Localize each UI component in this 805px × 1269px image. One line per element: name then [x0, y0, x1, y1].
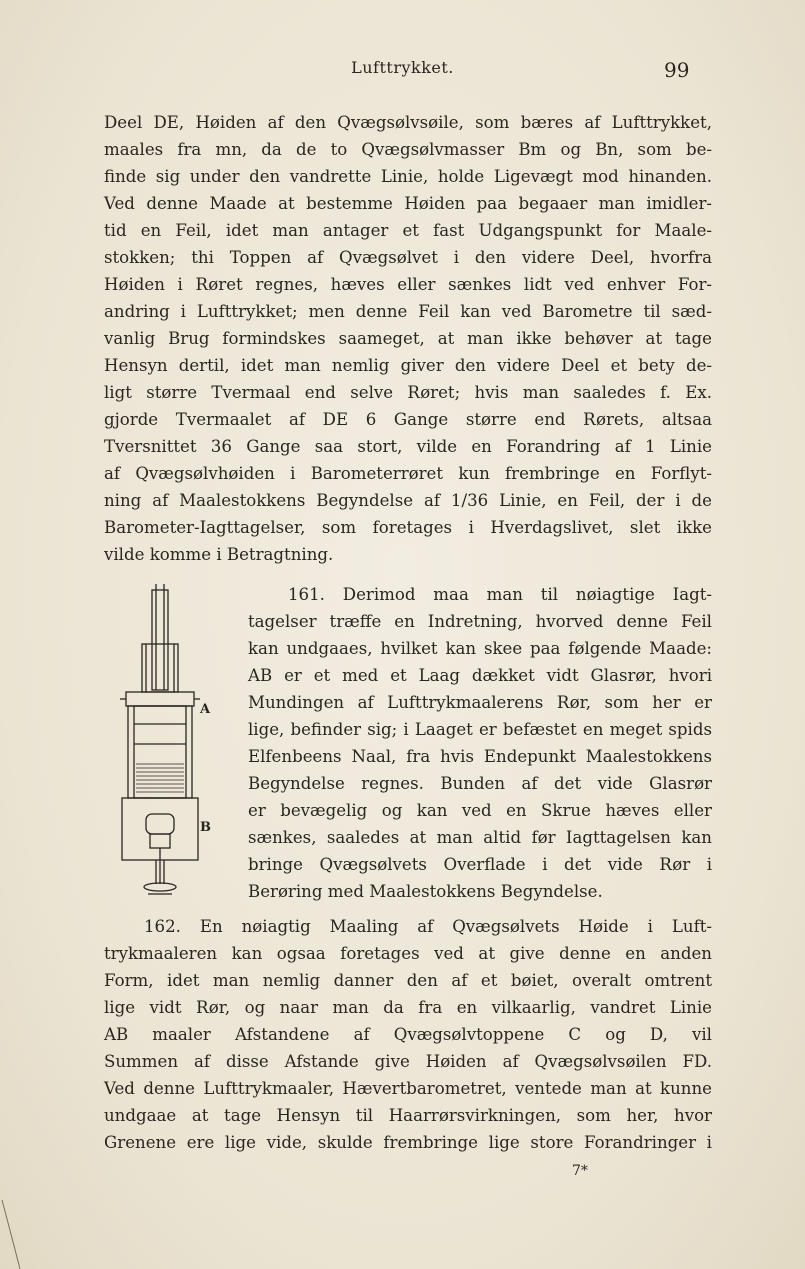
section-162-line: undgaae at tage Hensyn til Haarrørsvirkningen, som her, hvor [104, 1106, 712, 1125]
signature-mark: 7* [572, 1163, 588, 1179]
section-162-line: Ved denne Lufttrykmaaler, Hævertbarometret, ventede man at kunne [104, 1079, 712, 1098]
body-line: stokken; thi Toppen af Qvægsølvet i den videre Deel, hvorfra [104, 248, 712, 267]
section-161-line: er bevægelig og kan ved en Skrue hæves eller [248, 801, 712, 820]
body-line: Høiden i Røret regnes, hæves eller sænkes lidt ved enhver For- [104, 275, 712, 294]
barometer-figure [110, 584, 220, 914]
section-161-line: Berøring med Maalestokkens Begyndelse. [248, 882, 603, 901]
body-line: vilde komme i Betragtning. [104, 545, 334, 564]
body-line: Hensyn dertil, idet man nemlig giver den videre Deel et bety de- [104, 356, 712, 375]
body-line: gjorde Tvermaalet af DE 6 Gange større end Rørets, altsaa [104, 410, 712, 429]
body-line: ning af Maalestokkens Begyndelse af 1/36 Linie, en Feil, der i de [104, 491, 712, 510]
body-line: vanlig Brug formindskes saameget, at man ikke behøver at tage [104, 329, 712, 348]
body-line: finde sig under den vandrette Linie, holde Ligevægt mod hinanden. [104, 167, 712, 186]
section-162-line: trykmaaleren kan ogsaa foretages ved at give denne en anden [104, 944, 712, 963]
section-161-line: lige, befinder sig; i Laaget er befæstet en meget spids [248, 720, 712, 739]
section-161-line: AB er et med et Laag dækket vidt Glasrør, hvori [248, 666, 712, 685]
section-161-line: Begyndelse regnes. Bunden af det vide Glasrør [248, 774, 712, 793]
body-line: andring i Lufttrykket; men denne Feil kan ved Barometre til sæd- [104, 302, 712, 321]
section-162-line: AB maaler Afstandene af Qvægsølvtoppene C og D, vil [104, 1025, 712, 1044]
figure-label-a: A [200, 702, 211, 717]
section-162-line: Grenene ere lige vide, skulde frembringe lige store Forandringer i [104, 1133, 712, 1152]
figure-label-b: B [200, 820, 211, 835]
running-head: Lufttrykket. [351, 58, 454, 77]
section-162-line: 162. En nøiagtig Maaling af Qvægsølvets Høide i Luft- [144, 917, 712, 936]
section-161-line: sænkes, saaledes at man altid før Iagttagelsen kan [248, 828, 712, 847]
body-line: Ved denne Maade at bestemme Høiden paa begaaer man imidler- [104, 194, 712, 213]
section-161-line: bringe Qvægsølvets Overflade i det vide Rør i [248, 855, 712, 874]
section-162-line: Form, idet man nemlig danner den af et bøiet, overalt omtrent [104, 971, 712, 990]
section-161-line: 161. Derimod maa man til nøiagtige Iagt- [288, 585, 712, 604]
body-line: maales fra mn, da de to Qvægsølvmasser Bm og Bn, som be- [104, 140, 712, 159]
body-line: Tversnittet 36 Gange saa stort, vilde en Forandring af 1 Linie [104, 437, 712, 456]
body-line: Barometer-Iagttagelser, som foretages i Hverdagslivet, slet ikke [104, 518, 712, 537]
section-162-line: lige vidt Rør, og naar man da fra en vilkaarlig, vandret Linie [104, 998, 712, 1017]
binding-edge-icon [0, 1200, 30, 1269]
section-161-line: Elfenbeens Naal, fra hvis Endepunkt Maalestokkens [248, 747, 712, 766]
body-line: Deel DE, Høiden af den Qvægsølvsøile, som bæres af Lufttrykket, [104, 113, 712, 132]
body-line: tid en Feil, idet man antager et fast Udgangspunkt for Maale- [104, 221, 712, 240]
section-161-line: tagelser træffe en Indretning, hvorved denne Feil [248, 612, 712, 631]
body-line: af Qvægsølvhøiden i Barometerrøret kun frembringe en Forflyt- [104, 464, 712, 483]
page-number: 99 [664, 58, 690, 82]
body-line: ligt større Tvermaal end selve Røret; hvis man saaledes f. Ex. [104, 383, 712, 402]
section-161-line: Mundingen af Lufttrykmaalerens Rør, som her er [248, 693, 712, 712]
barometer-diagram-icon [110, 584, 220, 914]
section-162-line: Summen af disse Afstande give Høiden af Qvægsølvsøilen FD. [104, 1052, 712, 1071]
section-161-line: kan undgaaes, hvilket kan skee paa følgende Maade: [248, 639, 712, 658]
